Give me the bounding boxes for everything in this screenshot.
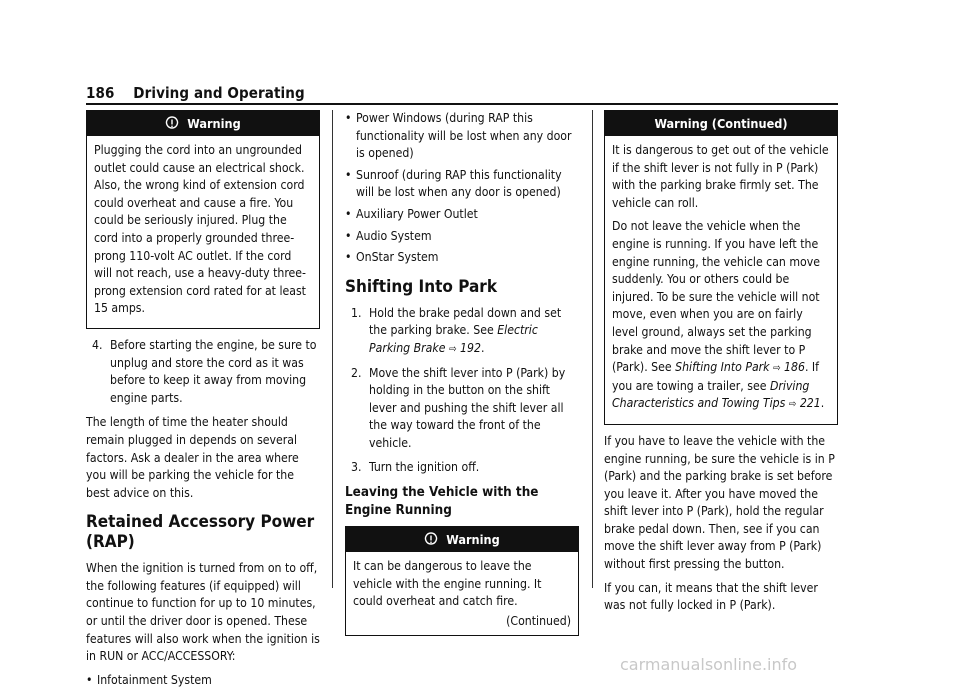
step-text: Before starting the engine, be sure to unplug and store the cord as it was before to keep it away from moving engine parts. bbox=[110, 337, 317, 405]
column-divider bbox=[592, 110, 593, 588]
warning-text: Plugging the cord into an ungrounded outlet could cause an electrical shock. Also, the wrong kind of extension cord could overheat and cause a fire. You could be seriously injured. Plug the cord into a properly grounded three-prong 110-volt AC outlet. If the cord will not reach, use a heavy-duty three-prong extension cord rated for at least 15 amps. bbox=[94, 143, 307, 316]
page-reference[interactable]: 186 bbox=[784, 360, 805, 375]
warning-icon bbox=[424, 532, 438, 546]
warning-header bbox=[87, 111, 319, 136]
paragraph: The length of time the heater should remain plugged in depends on several factors. Ask a dealer in the area where you will be parking the vehicle for the best advice on this. bbox=[86, 415, 299, 500]
section-title: Driving and Operating bbox=[133, 84, 305, 102]
warning-icon bbox=[165, 116, 179, 130]
step-item bbox=[345, 459, 579, 477]
bullet-icon: • bbox=[345, 250, 352, 265]
paragraph: If you can, it means that the shift lever was not fully locked in P (Park). bbox=[604, 580, 818, 613]
bullet-item bbox=[345, 249, 579, 267]
page-number: 186 bbox=[86, 84, 115, 102]
watermark-text: carmanualsonline.info bbox=[620, 655, 798, 674]
section-heading-rap: Retained Accessory Power (RAP) bbox=[86, 512, 315, 553]
warning-title: Warning (Continued) bbox=[654, 116, 788, 131]
bullet-item bbox=[86, 672, 320, 690]
step-item bbox=[86, 337, 320, 407]
page-ref-icon: ⇨ bbox=[788, 399, 797, 411]
bullet-icon: • bbox=[345, 167, 352, 182]
cross-reference-link[interactable]: Driving Characteristics and Towing Tips bbox=[612, 378, 810, 411]
step-list bbox=[345, 305, 579, 476]
warning-box bbox=[604, 110, 838, 425]
header-rule bbox=[86, 103, 838, 105]
column-3 bbox=[604, 110, 838, 621]
bullet-item bbox=[345, 228, 579, 246]
warning-title: Warning bbox=[187, 116, 241, 131]
cross-reference-link[interactable]: Electric Parking Brake bbox=[369, 323, 538, 355]
page-reference[interactable]: 221 bbox=[799, 396, 821, 411]
step-list bbox=[86, 337, 320, 407]
column-2 bbox=[345, 110, 579, 644]
warning-body bbox=[87, 136, 319, 328]
warning-text-part: . If you are towing a trailer, see bbox=[612, 360, 820, 393]
subsection-heading: Leaving the Vehicle with the Engine Running bbox=[345, 485, 539, 518]
warning-box bbox=[345, 526, 579, 635]
column-1 bbox=[86, 110, 320, 695]
step-number: 2. bbox=[351, 365, 362, 380]
paragraph: If you have to leave the vehicle with the engine running, be sure the vehicle is in P (Park) and the parking brake is set before you leave it. After you have moved the shift lever into P (Park), hold the regular brake pedal down. Then, see if you can move the shift lever away from P (Park) without first pressing the button. bbox=[604, 433, 835, 572]
column-divider bbox=[332, 110, 333, 588]
warning-text: It is dangerous to get out of the vehicle if the shift lever is not fully in P (Park) with the parking brake firmly set. The vehicle can roll. bbox=[612, 143, 829, 210]
bullet-icon: • bbox=[345, 206, 352, 221]
continued-label: (Continued) bbox=[506, 614, 571, 629]
bullet-text: Audio System bbox=[356, 228, 432, 243]
step-item bbox=[345, 365, 579, 453]
step-number: 4. bbox=[92, 337, 103, 352]
step-text: Move the shift lever into P (Park) by holding in the button on the shift lever and pushing the shift lever all the way toward the front of the vehicle. bbox=[369, 365, 566, 450]
section-heading-shifting: Shifting Into Park bbox=[345, 276, 498, 297]
step-number: 3. bbox=[351, 459, 362, 474]
bullet-item bbox=[345, 110, 579, 163]
bullet-item bbox=[345, 167, 579, 202]
page-ref-icon: ⇨ bbox=[448, 343, 457, 355]
step-text: Hold the brake pedal down and set the parking brake. See bbox=[369, 305, 562, 338]
bullet-icon: • bbox=[345, 228, 352, 243]
page-header bbox=[86, 84, 305, 102]
warning-body bbox=[346, 552, 578, 634]
warning-text: It can be dangerous to leave the vehicle with the engine running. It could overheat and catch fire. bbox=[353, 559, 542, 609]
bullet-list bbox=[345, 110, 579, 267]
warning-body bbox=[605, 136, 837, 424]
step-text: Turn the ignition off. bbox=[369, 459, 480, 474]
warning-header bbox=[346, 527, 578, 552]
step-number: 1. bbox=[351, 305, 362, 320]
warning-box bbox=[86, 110, 320, 329]
bullet-text: Power Windows (during RAP this functionality will be lost when any door is opened) bbox=[356, 111, 572, 161]
bullet-item bbox=[345, 206, 579, 224]
bullet-icon: • bbox=[86, 672, 93, 687]
warning-title: Warning bbox=[446, 532, 500, 548]
step-item: 1. Hold the brake pedal down and set the parking brake. See Electric Parking Brake ⇨ 192. bbox=[351, 305, 562, 355]
warning-text-part: Do not leave the vehicle when the engine is running. If you have left the engine running, the vehicle can move suddenly. You or others could be injured. To be sure the vehicle will not move, even when you are on fairly level ground, always set the parking brake and move the shift lever to P (Park). See bbox=[612, 219, 820, 375]
bullet-text: OnStar System bbox=[356, 250, 439, 265]
warning-text: Do not leave the vehicle when the engine is running. If you have left the engine running, the vehicle can move suddenly. You or others could be injured. To be sure the vehicle will not move, even when you are on fairly level ground, always set the parking brake and move the shift lever to P (Park). See Shifting Into Park ⇨ 186. If you are towing a trailer, see Driving Characteristics and Towing Tips ⇨ 221. bbox=[612, 219, 825, 411]
bullet-list bbox=[86, 672, 320, 690]
bullet-icon: • bbox=[345, 111, 352, 125]
bullet-text: Auxiliary Power Outlet bbox=[356, 206, 478, 221]
bullet-text: Infotainment System bbox=[97, 672, 212, 687]
paragraph: When the ignition is turned from on to off, the following features (if equipped) will continue to function for up to 10 minutes, or until the driver door is opened. These features will also work when the ignition is in RUN or ACC/ACCESSORY: bbox=[86, 561, 320, 664]
page-reference[interactable]: 192 bbox=[460, 340, 481, 355]
page-ref-icon: ⇨ bbox=[773, 363, 781, 375]
cross-reference-link[interactable]: Shifting Into Park bbox=[675, 360, 770, 375]
warning-header bbox=[605, 111, 837, 136]
bullet-text: Sunroof (during RAP this functionality will be lost when any door is opened) bbox=[356, 167, 562, 200]
